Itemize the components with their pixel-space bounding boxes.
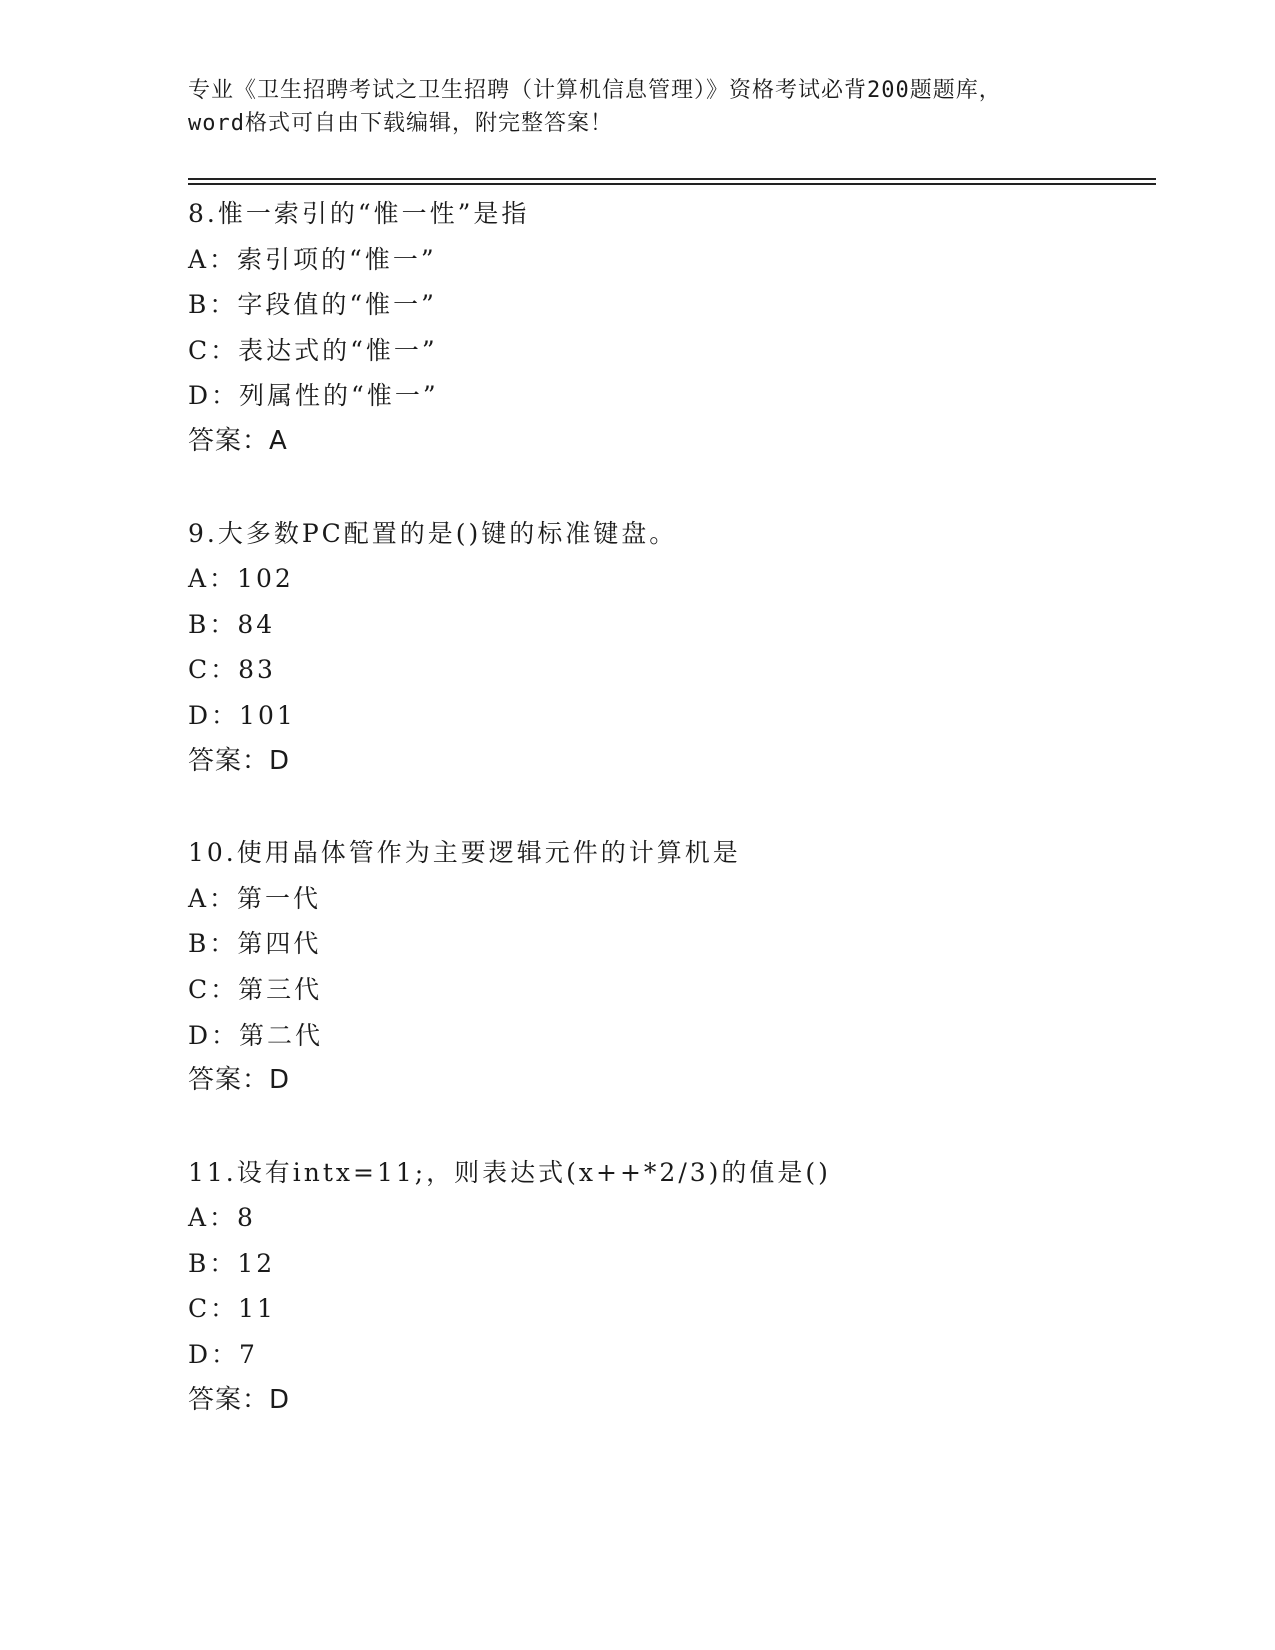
option-a: A：102 (188, 564, 294, 594)
option-d: D：7 (188, 1340, 258, 1370)
option-b: B：第四代 (188, 929, 322, 959)
question-11 (188, 1150, 1156, 1424)
option-b: B：84 (188, 609, 276, 639)
question-list (188, 191, 1156, 1469)
question-stem: 11.设有intx=11;，则表达式(x++*2/3)的值是() (188, 1157, 831, 1187)
option-c: C：表达式的“惟一” (188, 335, 438, 365)
option-c: C：83 (188, 655, 276, 685)
option-c: C：第三代 (188, 974, 323, 1004)
option-a: A：8 (188, 1203, 256, 1233)
option-b: B：12 (188, 1248, 276, 1278)
option-d: D：列属性的“惟一” (188, 381, 439, 411)
option-c: C：11 (188, 1294, 276, 1324)
header-line-2: word格式可自由下载编辑，附完整答案！ (188, 111, 613, 136)
option-d: D：101 (188, 700, 296, 730)
question-stem: 9.大多数PC配置的是()键的标准键盘。 (188, 518, 678, 548)
header-divider-bottom (188, 183, 1156, 185)
question-10 (188, 830, 1156, 1104)
answer-label: 答案：A (188, 425, 288, 456)
header-line-1: 专业《卫生招聘考试之卫生招聘（计算机信息管理）》资格考试必背200题题库， (188, 78, 1002, 103)
option-a: A：第一代 (188, 883, 322, 913)
answer-label: 答案：D (188, 1065, 291, 1096)
question-stem: 8.惟一索引的“惟一性”是指 (188, 199, 530, 228)
question-8 (188, 191, 1156, 465)
answer-label: 答案：D (188, 1384, 291, 1415)
answer-label: 答案：D (188, 745, 291, 776)
option-a: A：索引项的“惟一” (188, 244, 437, 274)
question-9 (188, 511, 1156, 785)
question-stem: 10.使用晶体管作为主要逻辑元件的计算机是 (188, 838, 741, 868)
header-divider-top (188, 178, 1156, 180)
document-header (188, 74, 1108, 140)
option-d: D：第二代 (188, 1020, 324, 1050)
option-b: B：字段值的“惟一” (188, 290, 437, 320)
